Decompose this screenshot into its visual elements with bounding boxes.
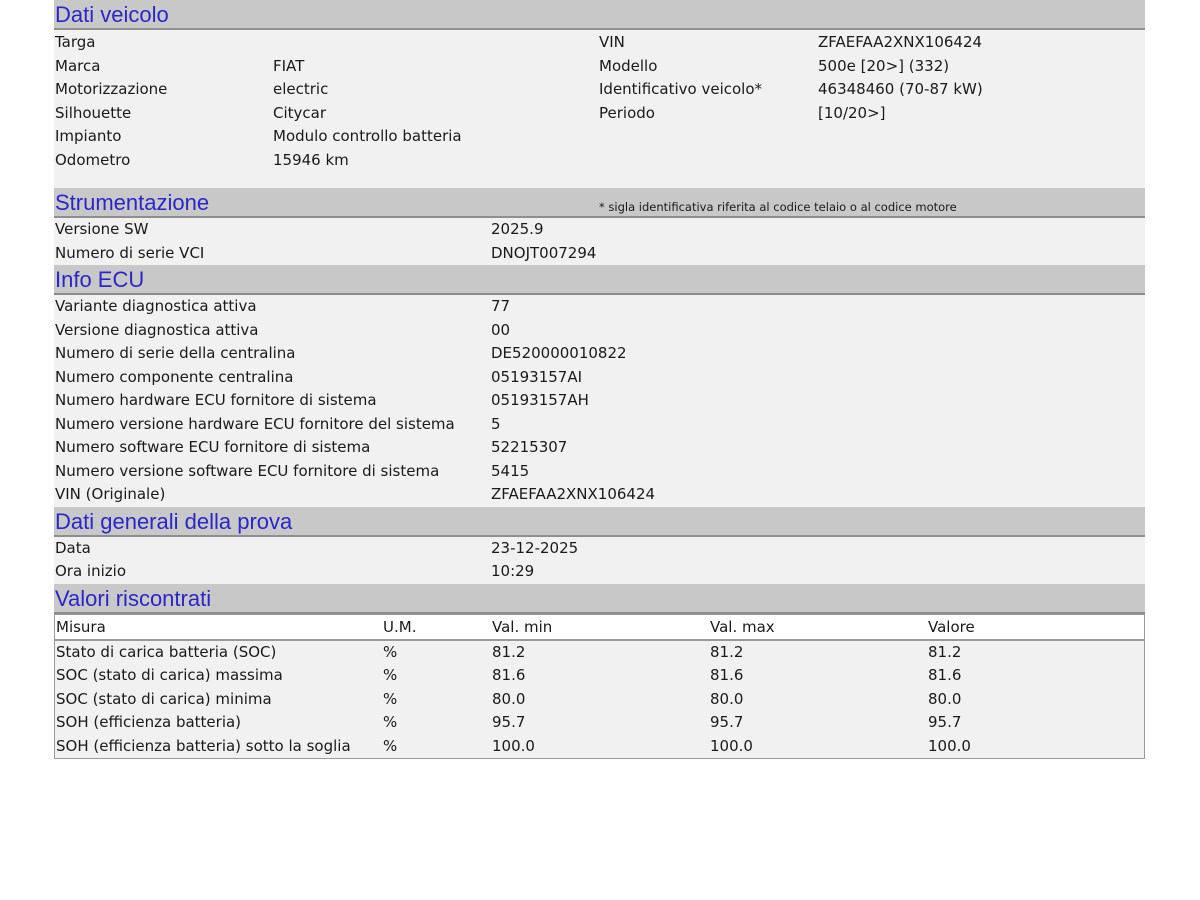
field-value: 500e [20>] (332) [818, 56, 950, 75]
field-label: Numero di serie VCI [55, 243, 205, 262]
table-cell: 81.2 [710, 642, 744, 661]
column-header: Val. min [492, 617, 553, 636]
table-cell: 100.0 [928, 736, 971, 755]
table-row [55, 641, 1144, 665]
field-label: Numero software ECU fornitore di sistema [55, 438, 371, 456]
table-cell: SOC (stato di carica) minima [56, 689, 272, 708]
ecu-row [54, 295, 1145, 319]
table-row [55, 688, 1144, 712]
values-table [54, 614, 1145, 760]
ecu-row [54, 460, 1145, 484]
ecu-row [54, 319, 1145, 343]
table-cell: 81.6 [710, 666, 744, 684]
field-label: Versione diagnostica attiva [55, 320, 259, 339]
table-cell: SOH (efficienza batteria) sotto la soglia [56, 736, 351, 755]
column-header: Misura [56, 617, 106, 636]
vehicle-rows [54, 31, 1145, 172]
field-value: 05193157AI [491, 367, 583, 386]
table-cell: 80.0 [492, 689, 526, 708]
table-cell: 81.6 [928, 666, 962, 684]
table-row [55, 664, 1144, 688]
field-label: Data [55, 538, 91, 557]
field-label: Odometro [55, 150, 131, 169]
field-value: 46348460 (70-87 kW) [818, 80, 983, 98]
field-value: 52215307 [491, 438, 568, 456]
vehicle-row [54, 55, 1145, 79]
column-header: Valore [928, 617, 975, 636]
field-value: DNOJT007294 [491, 243, 597, 262]
values-table-body [55, 641, 1144, 759]
field-label: Variante diagnostica attiva [55, 297, 257, 315]
field-value: ZFAEFAA2XNX106424 [491, 485, 656, 503]
instrument-row [54, 218, 1145, 242]
field-value: 00 [491, 320, 511, 339]
field-label: Periodo [599, 103, 655, 122]
field-label: Versione SW [55, 220, 149, 238]
field-label: Numero versione software ECU fornitore di sistema [55, 461, 440, 480]
table-cell: 81.2 [928, 642, 962, 661]
table-cell: 95.7 [928, 713, 962, 731]
table-cell: 95.7 [710, 713, 744, 731]
field-label: Identificativo veicolo* [599, 80, 763, 98]
table-cell: 80.0 [928, 689, 962, 708]
field-value: 77 [491, 297, 511, 315]
table-row [55, 735, 1144, 759]
table-cell: % [383, 736, 398, 755]
section-title-test: Dati generali della prova [54, 507, 1145, 537]
table-cell: SOC (stato di carica) massima [56, 666, 283, 684]
field-label: Numero di serie della centralina [55, 344, 296, 362]
field-label: Targa [55, 33, 96, 51]
field-label: Motorizzazione [55, 80, 168, 98]
ecu-row [54, 483, 1145, 507]
section-title-values: Valori riscontrati [54, 584, 1145, 614]
table-cell: 100.0 [710, 736, 753, 755]
field-value: 15946 km [273, 150, 349, 169]
ecu-row [54, 389, 1145, 413]
field-value: ZFAEFAA2XNX106424 [818, 33, 983, 51]
field-value: Citycar [273, 103, 327, 122]
field-value: FIAT [273, 56, 305, 75]
test-row [54, 537, 1145, 561]
field-label: Numero hardware ECU fornitore di sistema [55, 391, 377, 409]
table-cell: 95.7 [492, 713, 526, 731]
field-value: 23-12-2025 [491, 538, 579, 557]
field-label: Numero versione hardware ECU fornitore del sistema [55, 414, 455, 433]
ecu-row [54, 342, 1145, 366]
section-title-vehicle: Dati veicolo [54, 0, 1145, 30]
field-value: electric [273, 80, 329, 98]
column-header: Val. max [710, 617, 775, 636]
ecu-row [54, 366, 1145, 390]
table-cell: % [383, 666, 398, 684]
table-row [55, 711, 1144, 735]
table-cell: 80.0 [710, 689, 744, 708]
values-table-header [54, 614, 1145, 641]
instrument-row [54, 242, 1145, 266]
field-label: VIN (Originale) [55, 485, 166, 503]
test-section [54, 537, 1145, 584]
column-header: U.M. [383, 617, 417, 636]
vehicle-row [54, 102, 1145, 126]
table-cell: 100.0 [492, 736, 535, 755]
field-value: DE520000010822 [491, 344, 627, 362]
table-cell: % [383, 642, 398, 661]
table-cell: Stato di carica batteria (SOC) [56, 642, 277, 661]
field-value: 2025.9 [491, 220, 544, 238]
field-label: Marca [55, 56, 101, 75]
field-value: 5 [491, 414, 501, 433]
table-cell: % [383, 689, 398, 708]
ecu-row [54, 413, 1145, 437]
section-title-ecu: Info ECU [54, 265, 1145, 295]
field-value: [10/20>] [818, 103, 886, 122]
vehicle-row [54, 78, 1145, 102]
field-label: Impianto [55, 127, 122, 145]
field-label: VIN [599, 33, 625, 51]
table-cell: SOH (efficienza batteria) [56, 713, 242, 731]
vehicle-footnote: * sigla identificativa riferita al codice telaio o al codice motore [599, 200, 957, 214]
table-cell: 81.6 [492, 666, 526, 684]
vehicle-row [54, 31, 1145, 55]
field-label: Numero componente centralina [55, 367, 294, 386]
vehicle-row [54, 149, 1145, 173]
field-value: 05193157AH [491, 391, 589, 409]
ecu-row [54, 436, 1145, 460]
field-value: 5415 [491, 461, 530, 480]
field-value: Modulo controllo batteria [273, 127, 462, 145]
ecu-section [54, 295, 1145, 507]
table-cell: 81.2 [492, 642, 526, 661]
section-title-instrument: Strumentazione [54, 188, 1145, 218]
field-label: Modello [599, 56, 658, 75]
field-value: 10:29 [491, 562, 535, 580]
vehicle-row [54, 125, 1145, 149]
test-row [54, 560, 1145, 584]
field-label: Ora inizio [55, 562, 126, 580]
table-cell: % [383, 713, 398, 731]
instrument-section [54, 218, 1145, 265]
diagnostic-report [54, 0, 1145, 759]
field-label: Silhouette [55, 103, 132, 122]
